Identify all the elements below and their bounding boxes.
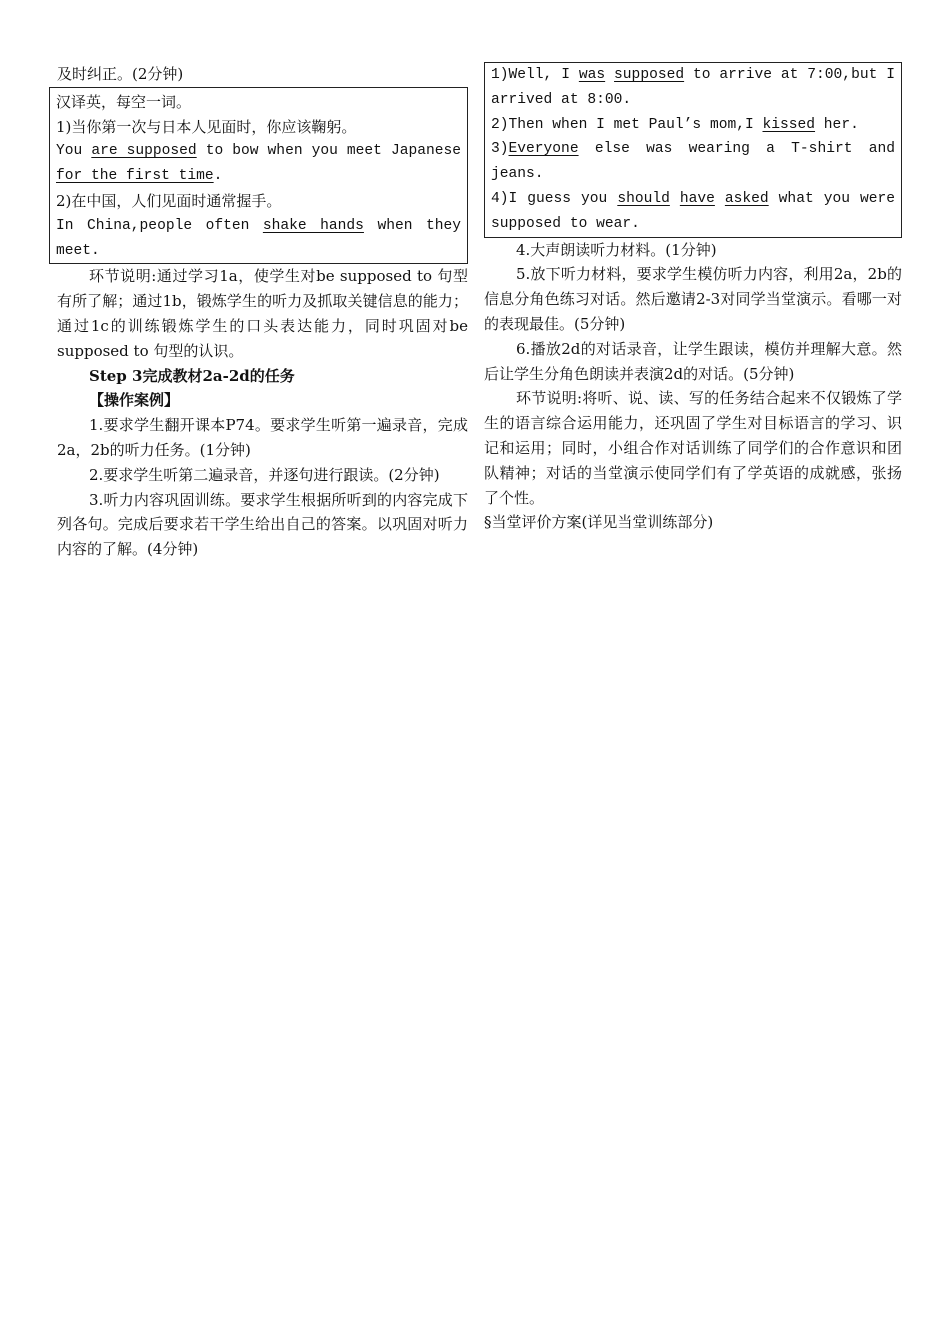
q1-answer-1: are supposed	[91, 143, 197, 160]
s1-text-c	[605, 67, 614, 83]
s4-answer-2: have	[679, 190, 715, 207]
s4-answer-3: asked	[724, 190, 769, 207]
s3-answer-1: Everyone	[508, 141, 579, 158]
intro-line: 及时纠正。(2分钟)	[57, 65, 184, 83]
s3-text-c: else was wearing a T-shirt and jeans.	[491, 141, 895, 183]
question-2-chinese: 2)在中国，人们见面时通常握手。	[56, 191, 282, 210]
case-heading: 【操作案例】	[89, 391, 180, 410]
q1-text-a: You	[56, 143, 92, 160]
s4-text-e: what you were supposed to wear.	[491, 190, 895, 232]
s1-answer-1: was	[578, 67, 606, 83]
listening-sentences-box	[484, 62, 902, 238]
evaluation-line: §当堂评价方案(详见当堂训练部分)	[484, 513, 714, 532]
task-item-6: 6.播放2d的对话录音，让学生跟读，模仿并理解大意。然后让学生分角色朗读并表演2d的对话。(5分钟)	[484, 339, 902, 383]
translation-exercise-box	[49, 87, 468, 265]
s3-text-a: 3)	[491, 141, 509, 158]
task-item-4: 4.大声朗读听力材料。(1分钟)	[516, 240, 717, 259]
right-column	[484, 62, 902, 535]
section-note-2: 环节说明:将听、说、读、写的任务结合起来不仅锻炼了学生的语言综合运用能力，还巩固了学生对目标语言的学习、识记和运用；同时，小组合作对话训练了同学们的合作意识和团队精神；对话的当堂演示使同学们有了学英语的成就感，张扬了个性。	[484, 389, 902, 507]
s1-answer-2: supposed	[614, 67, 685, 83]
s2-text-c: her.	[815, 116, 859, 133]
q1-answer-2: for the first time	[56, 168, 214, 185]
q1-text-d: .	[213, 168, 223, 185]
s4-text-d	[715, 191, 725, 207]
exercise-title: 汉译英，每空一词。	[56, 92, 192, 111]
question-1-english	[56, 139, 461, 189]
s1-text-a: 1)Well, I	[491, 67, 579, 83]
s4-text-c	[670, 191, 680, 207]
task-item-2: 2.要求学生听第二遍录音，并逐句进行跟读。(2分钟)	[89, 465, 440, 484]
task-item-5: 5.放下听力材料，要求学生模仿听力内容，利用2a，2b的信息分角色练习对话。然后邀请2-3对同学当堂演示。看哪一对的表现最佳。(5分钟)	[484, 265, 902, 333]
step-3-heading: Step 3完成教材2a-2d的任务	[89, 366, 295, 385]
sentence-4	[491, 187, 895, 237]
s4-answer-1: should	[617, 190, 670, 207]
s4-text-a: 4)I guess you	[491, 190, 618, 207]
sentence-3	[491, 137, 895, 187]
section-note-1: 环节说明:通过学习1a，使学生对be supposed to 句型有所了解；通过1b，锻炼学生的听力及抓取关键信息的能力；通过1c的训练锻炼学生的口头表达能力，同时巩固对be supposed to 句型的认识。	[57, 267, 468, 360]
s2-answer-1: kissed	[762, 116, 816, 133]
s2-text-a: 2)Then when I met Paul’s mom,I	[491, 116, 763, 133]
sentence-1	[491, 63, 895, 113]
task-item-1: 1.要求学生翻开课本P74。要求学生听第一遍录音，完成2a，2b的听力任务。(1分钟)	[57, 416, 468, 459]
q2-answer-1: shake hands	[262, 217, 364, 234]
question-2-english	[56, 214, 461, 264]
s1-text-d: to arrive at 7:00,but I arrived at 8:00.	[491, 67, 895, 108]
question-1-chinese: 1)当你第一次与日本人见面时，你应该鞠躬。	[56, 117, 357, 136]
task-item-3: 3.听力内容巩固训练。要求学生根据所听到的内容完成下列各句。完成后要求若干学生给出自己的答案。以巩固对听力内容的了解。(4分钟)	[57, 490, 468, 559]
q1-text-c: to bow when you meet Japanese	[196, 143, 462, 160]
sentence-2	[491, 113, 895, 138]
q2-text-c: when they meet.	[56, 217, 461, 259]
left-column	[57, 62, 468, 562]
q2-text-a: In China,people often	[56, 217, 263, 234]
